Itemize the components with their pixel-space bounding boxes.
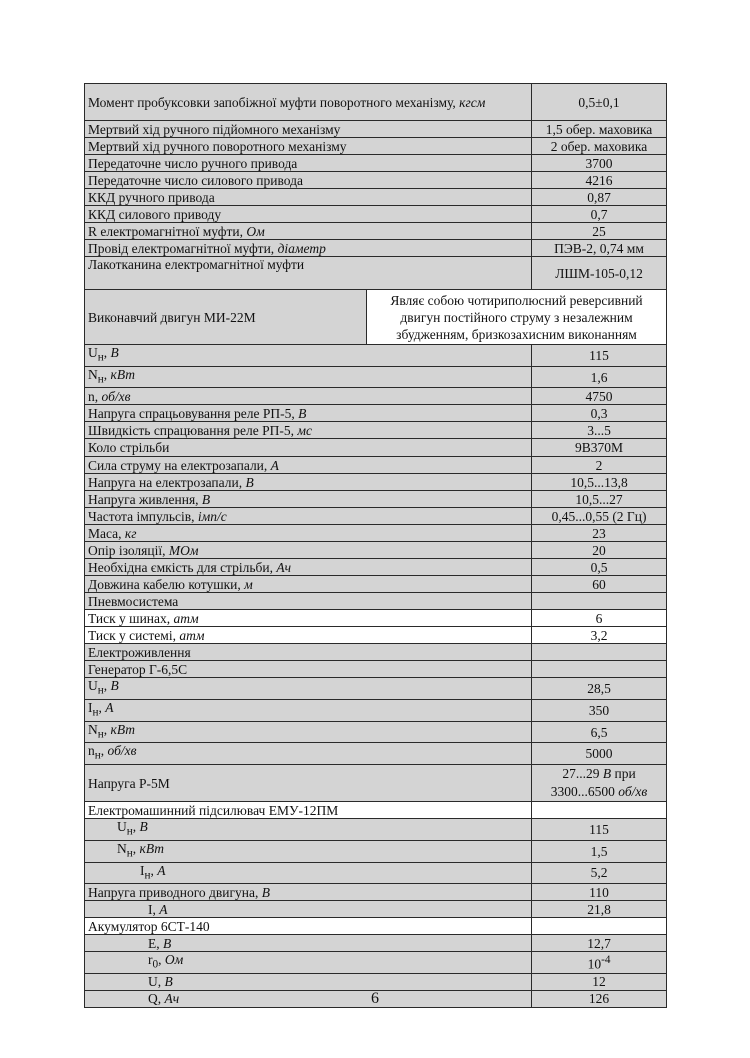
table-row: [85, 439, 667, 457]
param-name: Частота імпульсів, імп/с: [85, 508, 532, 525]
table-row: [85, 576, 667, 593]
param-name: Провід електромагнітної муфти, діаметр: [85, 240, 532, 257]
param-value: [532, 644, 667, 661]
param-value: 9В370М: [532, 439, 667, 457]
param-name: $I_н$, А: [85, 862, 532, 884]
table-row: [85, 240, 667, 257]
param-value: [532, 661, 667, 678]
param-value: 5000: [532, 743, 667, 765]
table-row: [85, 884, 667, 901]
table-row: [85, 700, 667, 722]
table-row: [85, 366, 667, 388]
param-value: [532, 918, 667, 935]
table-row: [85, 644, 667, 661]
param-name: $N_н$, кВт: [85, 366, 532, 388]
table-row: [85, 661, 667, 678]
table-row: [85, 952, 667, 974]
table-row: [85, 474, 667, 491]
table-row: [85, 973, 667, 990]
table-row: [85, 223, 667, 240]
table-row: [85, 508, 667, 525]
param-name: $r_0$, Ом: [85, 952, 532, 974]
param-description: Являє собою чотириполюсний реверсивний двигун постійного струму з незалежним збудженням, бризкозахисним виконанням: [367, 290, 667, 345]
param-name: Тиск у шинах, атм: [85, 610, 532, 627]
param-name: Лакотканина електромагнітної муфти: [85, 257, 532, 290]
param-value: 12: [532, 973, 667, 990]
param-value: [532, 593, 667, 610]
table-row: [85, 257, 667, 290]
param-value: 115: [532, 819, 667, 841]
param-name: Опір ізоляції, МОм: [85, 542, 532, 559]
param-name: Мертвий хід ручного поворотного механізму: [85, 138, 532, 155]
param-value: 1,5: [532, 840, 667, 862]
param-value: $10^{-4}$: [532, 952, 667, 974]
param-value: 20: [532, 542, 667, 559]
param-name: I, А: [85, 901, 532, 918]
param-value: 2 обер. маховика: [532, 138, 667, 155]
param-name: U, В: [85, 973, 532, 990]
param-value: 3,2: [532, 627, 667, 644]
section-heading: Коло стрільби: [85, 439, 532, 457]
table-row: [85, 721, 667, 743]
param-value: 2: [532, 457, 667, 474]
param-name: Напруга живлення, В: [85, 491, 532, 508]
param-name: Необхідна ємкість для стрільби, Ач: [85, 559, 532, 576]
table-row: [85, 155, 667, 172]
table-row: [85, 172, 667, 189]
param-name: Сила струму на електрозапали, А: [85, 457, 532, 474]
table-row: [85, 388, 667, 405]
param-value: 4216: [532, 172, 667, 189]
param-value: 0,5: [532, 559, 667, 576]
param-value: 0,3: [532, 405, 667, 422]
table-row: [85, 138, 667, 155]
param-name: Передаточне число силового привода: [85, 172, 532, 189]
param-name: Напруга приводного двигуна, В: [85, 884, 532, 901]
param-value: 110: [532, 884, 667, 901]
param-name: n, об/хв: [85, 388, 532, 405]
section-heading: Електромашинний підсилювач ЕМУ-12ПМ: [85, 802, 532, 819]
specifications-table: [84, 83, 667, 1008]
table-row: [85, 457, 667, 474]
param-name: $U_н$, В: [85, 819, 532, 841]
section-heading: Електроживлення: [85, 644, 532, 661]
table-row: [85, 84, 667, 121]
table-row: [85, 901, 667, 918]
param-name: Напруга на електрозапали, В: [85, 474, 532, 491]
param-value: 1,6: [532, 366, 667, 388]
param-name: ККД силового приводу: [85, 206, 532, 223]
param-name: E, В: [85, 935, 532, 952]
param-value: 10,5...13,8: [532, 474, 667, 491]
param-name: Генератор Г-6,5С: [85, 661, 532, 678]
param-value: 0,87: [532, 189, 667, 206]
param-value: 126: [532, 990, 667, 1007]
param-value: 21,8: [532, 901, 667, 918]
param-value: 10,5...27: [532, 491, 667, 508]
param-name: $U_н$, В: [85, 678, 532, 700]
table-row: [85, 918, 667, 935]
param-value: 0,45...0,55 (2 Гц): [532, 508, 667, 525]
param-name: Тиск у системі, атм: [85, 627, 532, 644]
param-value: 27...29 В при 3300...6500 об/хв: [532, 765, 667, 802]
param-name: $I_н$, А: [85, 700, 532, 722]
table-row: [85, 542, 667, 559]
table-row: [85, 189, 667, 206]
param-name: R електромагнітної муфти, Ом: [85, 223, 532, 240]
param-name: Передаточне число ручного привода: [85, 155, 532, 172]
param-value: 6: [532, 610, 667, 627]
param-value: 3700: [532, 155, 667, 172]
param-value: 0,5±0,1: [532, 84, 667, 121]
param-value: 23: [532, 525, 667, 542]
param-name: $N_н$, кВт: [85, 840, 532, 862]
table-row: [85, 743, 667, 765]
table-row: [85, 678, 667, 700]
param-value: 6,5: [532, 721, 667, 743]
table-row: [85, 422, 667, 439]
table-row: [85, 802, 667, 819]
param-name: Швидкість спрацювання реле РП-5, мс: [85, 422, 532, 439]
section-heading: Пневмосистема: [85, 593, 532, 610]
param-value: 28,5: [532, 678, 667, 700]
param-name: Маса, кг: [85, 525, 532, 542]
table-row: [85, 627, 667, 644]
table-row: [85, 121, 667, 138]
param-value: 4750: [532, 388, 667, 405]
param-value: 115: [532, 345, 667, 367]
table-row: [85, 525, 667, 542]
table-row: [85, 593, 667, 610]
page-number: 6: [371, 990, 379, 1007]
param-name: $U_н$, В: [85, 345, 532, 367]
param-name: Момент пробуксовки запобіжної муфти поворотного механізму, кгсм: [85, 84, 532, 121]
table-row: [85, 559, 667, 576]
param-name: Q, Ач: [85, 990, 532, 1007]
param-name: Довжина кабелю котушки, м: [85, 576, 532, 593]
param-value: 25: [532, 223, 667, 240]
param-value: ПЭВ-2, 0,74 мм: [532, 240, 667, 257]
param-name: $N_н$, кВт: [85, 721, 532, 743]
table-row: [85, 819, 667, 841]
table-row: [85, 491, 667, 508]
table-row: [85, 290, 667, 345]
param-name: Мертвий хід ручного підйомного механізму: [85, 121, 532, 138]
table-row: [85, 206, 667, 223]
section-heading: Акумулятор 6СТ-140: [85, 918, 532, 935]
param-value: 12,7: [532, 935, 667, 952]
param-value: 60: [532, 576, 667, 593]
table-row: [85, 840, 667, 862]
param-value: 3...5: [532, 422, 667, 439]
param-value: [532, 802, 667, 819]
param-value: 1,5 обер. маховика: [532, 121, 667, 138]
param-name: $n_н$, об/хв: [85, 743, 532, 765]
table-row: [85, 345, 667, 367]
table-row: [85, 405, 667, 422]
table-row: [85, 610, 667, 627]
param-value: ЛШМ-105-0,12: [532, 257, 667, 290]
param-name: Напруга Р-5М: [85, 765, 532, 802]
param-name: Виконавчий двигун МИ-22М: [85, 290, 367, 345]
table-row: [85, 935, 667, 952]
param-name: Напруга спрацьовування реле РП-5, В: [85, 405, 532, 422]
table-row: [85, 765, 667, 802]
param-value: 0,7: [532, 206, 667, 223]
table-row: [85, 862, 667, 884]
param-name: ККД ручного привода: [85, 189, 532, 206]
param-value: 350: [532, 700, 667, 722]
param-value: 5,2: [532, 862, 667, 884]
